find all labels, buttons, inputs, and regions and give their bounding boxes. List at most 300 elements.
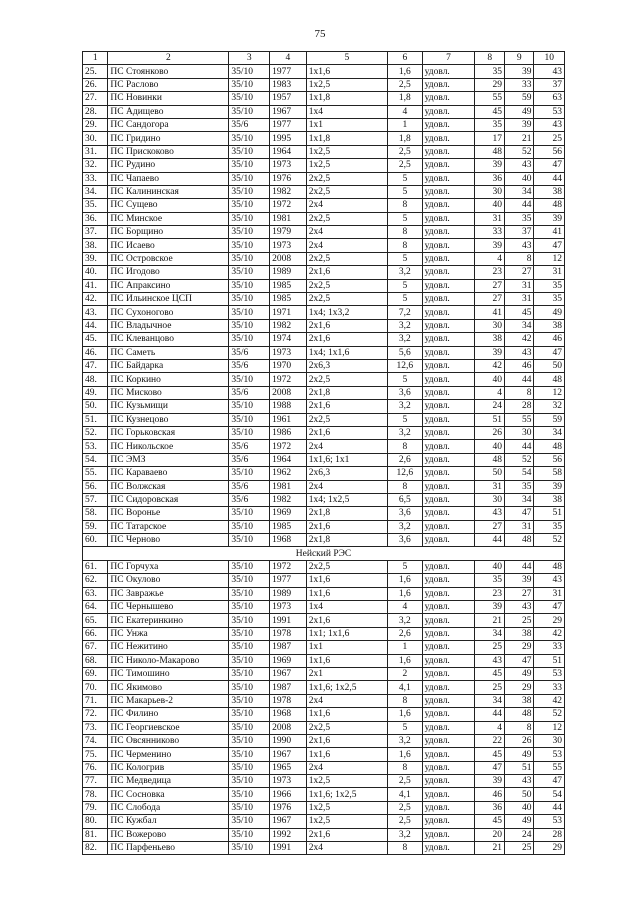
voltage: 35/10 (229, 761, 270, 774)
capacity: 3,6 (388, 534, 423, 547)
condition: удовл. (422, 78, 475, 91)
value-1: 27 (475, 293, 504, 306)
substation-name: ПС Сандогора (108, 118, 229, 131)
year: 1989 (270, 266, 307, 279)
transformers: 2х2,5 (306, 560, 387, 573)
value-3: 47 (534, 601, 565, 614)
voltage: 35/10 (229, 413, 270, 426)
value-3: 12 (534, 386, 565, 399)
value-2: 43 (504, 775, 533, 788)
value-1: 34 (475, 694, 504, 707)
row-number: 26. (83, 78, 108, 91)
voltage: 35/10 (229, 467, 270, 480)
capacity: 2,5 (388, 159, 423, 172)
value-2: 28 (504, 400, 533, 413)
capacity: 5,6 (388, 346, 423, 359)
row-number: 48. (83, 373, 108, 386)
substation-name: ПС Владычное (108, 319, 229, 332)
value-1: 40 (475, 560, 504, 573)
value-2: 8 (504, 721, 533, 734)
row-number: 79. (83, 801, 108, 814)
voltage: 35/10 (229, 78, 270, 91)
condition: удовл. (422, 118, 475, 131)
value-2: 27 (504, 266, 533, 279)
value-3: 59 (534, 413, 565, 426)
year: 1972 (270, 373, 307, 386)
value-1: 38 (475, 333, 504, 346)
value-3: 38 (534, 319, 565, 332)
capacity: 7,2 (388, 306, 423, 319)
substation-name: ПС Сосновка (108, 788, 229, 801)
capacity: 1,6 (388, 654, 423, 667)
value-3: 53 (534, 815, 565, 828)
condition: удовл. (422, 453, 475, 466)
table-row (83, 520, 565, 533)
column-number-2: 2 (108, 52, 229, 65)
value-1: 48 (475, 145, 504, 158)
capacity: 6,5 (388, 493, 423, 506)
year: 1964 (270, 453, 307, 466)
substation-name: ПС Горьковская (108, 426, 229, 439)
value-3: 47 (534, 239, 565, 252)
value-2: 26 (504, 734, 533, 747)
row-number: 27. (83, 92, 108, 105)
row-number: 49. (83, 386, 108, 399)
voltage: 35/10 (229, 239, 270, 252)
condition: удовл. (422, 346, 475, 359)
value-2: 55 (504, 413, 533, 426)
condition: удовл. (422, 627, 475, 640)
voltage: 35/10 (229, 400, 270, 413)
value-1: 39 (475, 239, 504, 252)
condition: удовл. (422, 266, 475, 279)
substation-name: ПС Гридино (108, 132, 229, 145)
year: 1971 (270, 306, 307, 319)
year: 1991 (270, 614, 307, 627)
value-3: 38 (534, 185, 565, 198)
table-row (83, 65, 565, 78)
condition: удовл. (422, 681, 475, 694)
condition: удовл. (422, 145, 475, 158)
table-row (83, 413, 565, 426)
condition: удовл. (422, 520, 475, 533)
value-2: 52 (504, 145, 533, 158)
value-3: 38 (534, 493, 565, 506)
condition: удовл. (422, 467, 475, 480)
value-1: 40 (475, 199, 504, 212)
row-number: 33. (83, 172, 108, 185)
condition: удовл. (422, 734, 475, 747)
voltage: 35/10 (229, 734, 270, 747)
value-2: 44 (504, 440, 533, 453)
transformers: 1х2,5 (306, 78, 387, 91)
table-row (83, 239, 565, 252)
value-3: 48 (534, 199, 565, 212)
transformers: 1х1,6; 1х1 (306, 453, 387, 466)
condition: удовл. (422, 654, 475, 667)
transformers: 2х6,3 (306, 467, 387, 480)
section-title: Нейский РЭС (83, 547, 565, 560)
table-row (83, 252, 565, 265)
value-1: 44 (475, 534, 504, 547)
value-3: 49 (534, 306, 565, 319)
value-1: 31 (475, 212, 504, 225)
voltage: 35/10 (229, 105, 270, 118)
value-3: 29 (534, 614, 565, 627)
year: 1972 (270, 440, 307, 453)
substation-name: ПС Сидоровская (108, 493, 229, 506)
year: 2008 (270, 721, 307, 734)
substation-name: ПС Кологрив (108, 761, 229, 774)
year: 1968 (270, 708, 307, 721)
year: 1976 (270, 172, 307, 185)
year: 1977 (270, 574, 307, 587)
year: 1957 (270, 92, 307, 105)
voltage: 35/10 (229, 801, 270, 814)
row-number: 67. (83, 641, 108, 654)
voltage: 35/10 (229, 159, 270, 172)
table-row (83, 279, 565, 292)
value-1: 39 (475, 346, 504, 359)
value-2: 37 (504, 226, 533, 239)
value-3: 52 (534, 534, 565, 547)
row-number: 66. (83, 627, 108, 640)
year: 1962 (270, 467, 307, 480)
capacity: 3,2 (388, 426, 423, 439)
value-1: 21 (475, 842, 504, 855)
value-2: 43 (504, 239, 533, 252)
row-number: 77. (83, 775, 108, 788)
row-number: 38. (83, 239, 108, 252)
table-row (83, 601, 565, 614)
voltage: 35/6 (229, 493, 270, 506)
row-number: 60. (83, 534, 108, 547)
page-number: 75 (314, 28, 326, 40)
capacity: 8 (388, 440, 423, 453)
substation-name: ПС Адищево (108, 105, 229, 118)
transformers: 1х2,5 (306, 145, 387, 158)
transformers: 2х4 (306, 239, 387, 252)
capacity: 4 (388, 601, 423, 614)
row-number: 64. (83, 601, 108, 614)
condition: удовл. (422, 293, 475, 306)
year: 1967 (270, 748, 307, 761)
row-number: 51. (83, 413, 108, 426)
substation-name: ПС Кузьмищи (108, 400, 229, 413)
value-2: 49 (504, 815, 533, 828)
table-row (83, 828, 565, 841)
condition: удовл. (422, 132, 475, 145)
value-3: 12 (534, 252, 565, 265)
value-1: 17 (475, 132, 504, 145)
capacity: 1,8 (388, 132, 423, 145)
value-2: 48 (504, 708, 533, 721)
substation-name: ПС Медведица (108, 775, 229, 788)
transformers: 1х4; 1х1,6 (306, 346, 387, 359)
transformers: 2х4 (306, 199, 387, 212)
value-3: 44 (534, 801, 565, 814)
substation-name: ПС Георгиевское (108, 721, 229, 734)
value-3: 39 (534, 212, 565, 225)
condition: удовл. (422, 828, 475, 841)
value-3: 39 (534, 480, 565, 493)
voltage: 35/6 (229, 359, 270, 372)
capacity: 8 (388, 761, 423, 774)
transformers: 1х1,6 (306, 708, 387, 721)
transformers: 1х1,6; 1х2,5 (306, 681, 387, 694)
substation-name: ПС Воронье (108, 507, 229, 520)
condition: удовл. (422, 65, 475, 78)
substation-name: ПС Островское (108, 252, 229, 265)
table-row (83, 507, 565, 520)
value-3: 43 (534, 118, 565, 131)
year: 1986 (270, 426, 307, 439)
voltage: 35/10 (229, 145, 270, 158)
table-body-part-1 (83, 65, 565, 547)
column-number-8: 8 (475, 52, 504, 65)
row-number: 73. (83, 721, 108, 734)
transformers: 2х1,8 (306, 386, 387, 399)
capacity: 2,5 (388, 801, 423, 814)
year: 1979 (270, 226, 307, 239)
condition: удовл. (422, 507, 475, 520)
value-1: 45 (475, 667, 504, 680)
voltage: 35/10 (229, 185, 270, 198)
substation-name: ПС Чернышево (108, 601, 229, 614)
table-row (83, 440, 565, 453)
transformers: 1х2,5 (306, 159, 387, 172)
row-number: 47. (83, 359, 108, 372)
row-number: 75. (83, 748, 108, 761)
table-row (83, 708, 565, 721)
capacity: 4,1 (388, 788, 423, 801)
value-1: 39 (475, 601, 504, 614)
condition: удовл. (422, 614, 475, 627)
condition: удовл. (422, 306, 475, 319)
row-number: 42. (83, 293, 108, 306)
transformers: 2х6,3 (306, 359, 387, 372)
value-3: 47 (534, 346, 565, 359)
value-1: 4 (475, 721, 504, 734)
value-1: 41 (475, 306, 504, 319)
capacity: 5 (388, 172, 423, 185)
table-row (83, 627, 565, 640)
capacity: 5 (388, 413, 423, 426)
value-2: 34 (504, 185, 533, 198)
transformers: 2х4 (306, 761, 387, 774)
substation-name: ПС Стоянково (108, 65, 229, 78)
capacity: 1,6 (388, 587, 423, 600)
voltage: 35/10 (229, 775, 270, 788)
table-row (83, 493, 565, 506)
row-number: 80. (83, 815, 108, 828)
substation-name: ПС Слобода (108, 801, 229, 814)
condition: удовл. (422, 493, 475, 506)
value-3: 43 (534, 65, 565, 78)
value-2: 52 (504, 453, 533, 466)
row-number: 28. (83, 105, 108, 118)
year: 1973 (270, 601, 307, 614)
value-3: 33 (534, 641, 565, 654)
value-3: 47 (534, 159, 565, 172)
table-row (83, 560, 565, 573)
substation-name: ПС Чапаево (108, 172, 229, 185)
value-2: 39 (504, 118, 533, 131)
transformers: 1х1,8 (306, 92, 387, 105)
table-row (83, 641, 565, 654)
year: 1970 (270, 359, 307, 372)
row-number: 25. (83, 65, 108, 78)
substation-table (82, 51, 565, 855)
voltage: 35/10 (229, 842, 270, 855)
year: 1968 (270, 534, 307, 547)
voltage: 35/10 (229, 574, 270, 587)
condition: удовл. (422, 534, 475, 547)
voltage: 35/10 (229, 319, 270, 332)
value-2: 40 (504, 801, 533, 814)
section-row (83, 547, 565, 560)
substation-name: ПС Ильинское ЦСП (108, 293, 229, 306)
transformers: 2х1,6 (306, 333, 387, 346)
transformers: 2х2,5 (306, 185, 387, 198)
value-1: 31 (475, 480, 504, 493)
capacity: 2,5 (388, 145, 423, 158)
value-1: 24 (475, 400, 504, 413)
value-2: 46 (504, 359, 533, 372)
value-3: 42 (534, 627, 565, 640)
substation-name: ПС Сухоногово (108, 306, 229, 319)
row-number: 54. (83, 453, 108, 466)
value-2: 43 (504, 601, 533, 614)
transformers: 1х2,5 (306, 815, 387, 828)
capacity: 1,6 (388, 708, 423, 721)
voltage: 35/10 (229, 132, 270, 145)
table-row (83, 212, 565, 225)
value-1: 30 (475, 493, 504, 506)
substation-name: ПС Филино (108, 708, 229, 721)
year: 1961 (270, 413, 307, 426)
voltage: 35/10 (229, 92, 270, 105)
value-3: 56 (534, 453, 565, 466)
year: 1969 (270, 507, 307, 520)
value-1: 27 (475, 520, 504, 533)
table-row (83, 694, 565, 707)
substation-name: ПС Раслово (108, 78, 229, 91)
value-3: 12 (534, 721, 565, 734)
voltage: 35/6 (229, 480, 270, 493)
substation-name: ПС Игодово (108, 266, 229, 279)
column-number-header (83, 52, 565, 65)
substation-name: ПС Борщино (108, 226, 229, 239)
transformers: 1х1,6 (306, 587, 387, 600)
year: 1967 (270, 667, 307, 680)
condition: удовл. (422, 92, 475, 105)
condition: удовл. (422, 842, 475, 855)
substation-name: ПС Унжа (108, 627, 229, 640)
transformers: 2х1 (306, 667, 387, 680)
condition: удовл. (422, 373, 475, 386)
value-3: 37 (534, 78, 565, 91)
table-row (83, 132, 565, 145)
value-2: 27 (504, 587, 533, 600)
capacity: 3,2 (388, 614, 423, 627)
transformers: 1х4 (306, 601, 387, 614)
capacity: 1,6 (388, 748, 423, 761)
transformers: 2х2,5 (306, 721, 387, 734)
table-row (83, 145, 565, 158)
year: 1977 (270, 118, 307, 131)
table-row (83, 266, 565, 279)
substation-name: ПС Мисково (108, 386, 229, 399)
capacity: 1,6 (388, 574, 423, 587)
table-row (83, 480, 565, 493)
value-2: 29 (504, 641, 533, 654)
table-row (83, 467, 565, 480)
row-number: 57. (83, 493, 108, 506)
substation-name: ПС Парфеньево (108, 842, 229, 855)
value-3: 31 (534, 266, 565, 279)
row-number: 81. (83, 828, 108, 841)
year: 1982 (270, 493, 307, 506)
year: 1965 (270, 761, 307, 774)
substation-name: ПС Калининская (108, 185, 229, 198)
capacity: 8 (388, 480, 423, 493)
value-3: 48 (534, 560, 565, 573)
voltage: 35/10 (229, 65, 270, 78)
value-3: 31 (534, 587, 565, 600)
substation-name: ПС Екатеринкино (108, 614, 229, 627)
capacity: 5 (388, 293, 423, 306)
transformers: 1х2,5 (306, 801, 387, 814)
transformers: 1х4 (306, 105, 387, 118)
condition: удовл. (422, 694, 475, 707)
voltage: 35/6 (229, 440, 270, 453)
value-2: 40 (504, 172, 533, 185)
substation-name: ПС Кужбал (108, 815, 229, 828)
condition: удовл. (422, 574, 475, 587)
row-number: 29. (83, 118, 108, 131)
table-row (83, 761, 565, 774)
value-2: 25 (504, 842, 533, 855)
row-number: 50. (83, 400, 108, 413)
row-number: 45. (83, 333, 108, 346)
year: 1977 (270, 65, 307, 78)
table-row (83, 587, 565, 600)
year: 1995 (270, 132, 307, 145)
value-2: 59 (504, 92, 533, 105)
value-2: 35 (504, 480, 533, 493)
table-row (83, 373, 565, 386)
table-row (83, 105, 565, 118)
voltage: 35/10 (229, 654, 270, 667)
row-number: 31. (83, 145, 108, 158)
value-1: 22 (475, 734, 504, 747)
table-row (83, 654, 565, 667)
condition: удовл. (422, 440, 475, 453)
value-2: 43 (504, 346, 533, 359)
capacity: 3,6 (388, 386, 423, 399)
transformers: 1х1,6; 1х2,5 (306, 788, 387, 801)
value-1: 27 (475, 279, 504, 292)
transformers: 2х1,6 (306, 520, 387, 533)
voltage: 35/6 (229, 453, 270, 466)
transformers: 2х1,8 (306, 534, 387, 547)
capacity: 3,2 (388, 520, 423, 533)
table-row (83, 118, 565, 131)
year: 1973 (270, 239, 307, 252)
voltage: 35/10 (229, 520, 270, 533)
row-number: 52. (83, 426, 108, 439)
